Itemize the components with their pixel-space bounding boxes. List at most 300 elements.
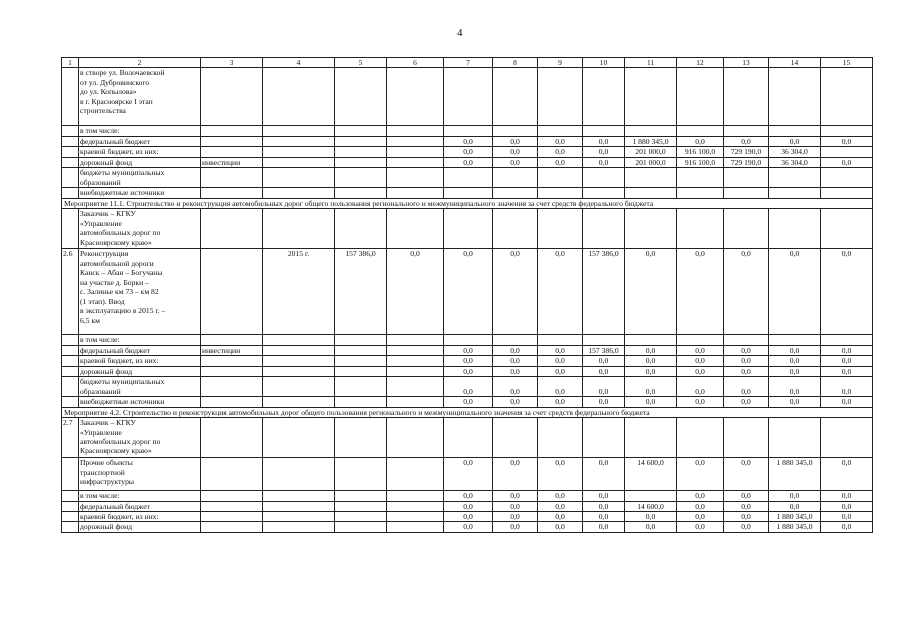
value-cell: 0,0 <box>493 345 538 355</box>
value-cell: 1 880 345,0 <box>769 458 821 491</box>
row-label: федеральный бюджет <box>79 345 201 355</box>
value-cell: 0,0 <box>677 501 724 511</box>
table-cell <box>724 209 769 249</box>
value-cell: 916 100,0 <box>677 157 724 167</box>
value-cell: 0,0 <box>444 397 493 407</box>
cell-line: Канск – Абан – Богучаны <box>80 268 163 278</box>
num-cell <box>62 512 79 522</box>
col3-cell <box>201 188 263 198</box>
value-cell: 0,0 <box>538 501 583 511</box>
table-cell <box>335 397 387 407</box>
project-name <box>79 68 201 126</box>
col-header: 10 <box>583 58 625 68</box>
row-label: дорожный фонд <box>79 522 201 532</box>
cell-line: с. Залинье км 73 – км 82 <box>80 287 159 297</box>
table-cell <box>387 356 444 366</box>
value-cell <box>821 335 873 345</box>
value-cell: 0,0 <box>625 366 677 376</box>
value-cell: 0,0 <box>538 458 583 491</box>
budget-row <box>62 356 873 366</box>
value-cell <box>625 188 677 198</box>
value-cell <box>538 168 583 188</box>
table-cell <box>335 512 387 522</box>
table-cell <box>335 147 387 157</box>
value-cell <box>677 168 724 188</box>
cost-cell: 157 386,0 <box>335 249 387 335</box>
table-cell <box>201 209 263 249</box>
cell-line: на участке д. Борки – <box>80 277 149 287</box>
header-row <box>62 58 873 68</box>
table-cell <box>263 157 335 167</box>
table-cell <box>625 209 677 249</box>
value-cell: 0,0 <box>444 345 493 355</box>
value-cell: 0,0 <box>444 491 493 501</box>
table-cell <box>335 522 387 532</box>
project-row <box>62 249 873 335</box>
table-cell <box>583 68 625 126</box>
table-cell <box>387 522 444 532</box>
num-cell <box>62 345 79 355</box>
table-cell <box>387 366 444 376</box>
col3-cell <box>201 512 263 522</box>
num-cell <box>62 397 79 407</box>
cell-line: автомобильных дорог по <box>80 228 161 238</box>
table-cell <box>821 209 873 249</box>
value-cell: 0,0 <box>583 366 625 376</box>
table-cell <box>387 397 444 407</box>
value-cell: 0,0 <box>724 249 769 335</box>
budget-row <box>62 345 873 355</box>
value-cell: 0,0 <box>538 377 583 397</box>
table-cell <box>769 209 821 249</box>
cell-line: Заказчик – КГКУ <box>80 418 136 428</box>
value-cell: 0,0 <box>493 356 538 366</box>
value-cell <box>538 335 583 345</box>
value-cell: 0,0 <box>724 377 769 397</box>
value-cell <box>724 188 769 198</box>
project-number: 2.6 <box>62 249 79 335</box>
value-cell: 0,0 <box>583 397 625 407</box>
table-cell <box>263 168 335 188</box>
section-title: Мероприятие 4.2. Строительство и реконструкция автомобильных дорог общего пользования регионального и межмуниципального значения за счет средств федерального бюджета <box>62 407 873 417</box>
table-cell <box>387 168 444 188</box>
table-cell <box>335 126 387 136</box>
value-cell: 0,0 <box>677 345 724 355</box>
table-cell <box>201 418 263 458</box>
table-cell <box>493 209 538 249</box>
col3-cell <box>201 377 263 397</box>
table-cell <box>263 366 335 376</box>
num-cell <box>62 136 79 146</box>
col-header: 8 <box>493 58 538 68</box>
value-cell: 0,0 <box>493 522 538 532</box>
value-cell <box>677 188 724 198</box>
value-cell: 0,0 <box>538 157 583 167</box>
table-cell <box>263 147 335 157</box>
table-cell <box>335 335 387 345</box>
value-cell: 0,0 <box>724 491 769 501</box>
value-cell: 0,0 <box>538 491 583 501</box>
col3-cell <box>201 147 263 157</box>
value-cell: 0,0 <box>538 397 583 407</box>
col3-cell <box>201 501 263 511</box>
value-cell: 0,0 <box>493 397 538 407</box>
row-label: в том числе: <box>79 126 201 136</box>
section-row <box>62 407 873 417</box>
cell-line: инфраструктуры <box>80 477 134 486</box>
value-cell: 14 600,0 <box>625 501 677 511</box>
project-name <box>79 249 201 335</box>
table-cell <box>335 491 387 501</box>
table-cell <box>201 458 263 491</box>
table-cell <box>335 345 387 355</box>
value-cell: 0,0 <box>444 147 493 157</box>
table-cell <box>335 356 387 366</box>
table-cell <box>493 418 538 458</box>
value-cell <box>769 126 821 136</box>
value-cell: 0,0 <box>493 249 538 335</box>
value-cell: 0,0 <box>724 512 769 522</box>
value-cell: 0,0 <box>444 512 493 522</box>
row-label: краевой бюджет, из них: <box>79 512 201 522</box>
num-cell <box>62 501 79 511</box>
table-cell <box>677 418 724 458</box>
value-cell: 0,0 <box>821 249 873 335</box>
value-cell <box>821 126 873 136</box>
table-cell <box>387 157 444 167</box>
value-cell: 916 100,0 <box>677 147 724 157</box>
value-cell: 0,0 <box>538 366 583 376</box>
value-cell <box>724 168 769 188</box>
value-cell: 0,0 <box>821 157 873 167</box>
value-cell: 0,0 <box>493 366 538 376</box>
table-cell <box>335 136 387 146</box>
cell-line: от ул. Дубровинского <box>80 77 150 87</box>
table-cell <box>263 501 335 511</box>
table-cell <box>263 491 335 501</box>
num-cell <box>62 522 79 532</box>
value-cell: 0,0 <box>583 136 625 146</box>
table-cell <box>335 418 387 458</box>
cell-line: 6,5 км <box>80 315 100 325</box>
table-cell <box>263 356 335 366</box>
value-cell: 0,0 <box>444 136 493 146</box>
value-cell: 0,0 <box>493 501 538 511</box>
row-label <box>79 168 201 188</box>
table-cell <box>335 458 387 491</box>
col3-cell <box>201 397 263 407</box>
col-header: 14 <box>769 58 821 68</box>
value-cell: 1 880 345,0 <box>769 522 821 532</box>
table-cell <box>444 68 493 126</box>
table-cell <box>538 68 583 126</box>
table-cell <box>387 501 444 511</box>
col3-cell: инвестиции <box>201 157 263 167</box>
value-cell: 0,0 <box>677 136 724 146</box>
customer-row <box>62 418 873 458</box>
value-cell: 0,0 <box>444 522 493 532</box>
cell-line: Заказчик – КГКУ <box>80 209 136 219</box>
table-cell <box>263 136 335 146</box>
cell-line: Красноярскому краю» <box>80 446 152 456</box>
table-cell <box>263 209 335 249</box>
value-cell: 0,0 <box>444 377 493 397</box>
value-cell: 0,0 <box>724 356 769 366</box>
table-cell <box>724 418 769 458</box>
value-cell <box>583 188 625 198</box>
row-label: дорожный фонд <box>79 157 201 167</box>
table-cell <box>387 491 444 501</box>
budget-row <box>62 501 873 511</box>
value-cell <box>493 335 538 345</box>
budget-row <box>62 147 873 157</box>
value-cell: 0,0 <box>821 136 873 146</box>
value-cell: 0,0 <box>769 377 821 397</box>
value-cell: 0,0 <box>677 397 724 407</box>
value-cell <box>444 188 493 198</box>
col-header: 15 <box>821 58 873 68</box>
value-cell: 0,0 <box>444 249 493 335</box>
cell-line: строительства <box>80 106 126 116</box>
value-cell: 0,0 <box>821 366 873 376</box>
value-cell <box>724 335 769 345</box>
num-cell <box>62 377 79 397</box>
table-cell <box>387 68 444 126</box>
num-cell <box>62 335 79 345</box>
budget-row <box>62 126 873 136</box>
row-label <box>79 377 201 397</box>
value-cell: 1 880 345,0 <box>625 136 677 146</box>
value-cell: 0,0 <box>493 491 538 501</box>
budget-row <box>62 522 873 532</box>
cell-line: «Управление <box>80 218 122 228</box>
table-cell <box>444 418 493 458</box>
value-cell <box>625 491 677 501</box>
table-cell <box>335 501 387 511</box>
budget-row <box>62 397 873 407</box>
table-cell <box>335 377 387 397</box>
value-cell: 0,0 <box>493 377 538 397</box>
col-header: 13 <box>724 58 769 68</box>
col-header: 2 <box>79 58 201 68</box>
value-cell <box>583 168 625 188</box>
table-cell <box>201 249 263 335</box>
value-cell: 0,0 <box>769 356 821 366</box>
value-cell: 0,0 <box>677 366 724 376</box>
project-number: 2.7 <box>62 418 79 458</box>
table-cell <box>263 335 335 345</box>
value-cell: 0,0 <box>821 345 873 355</box>
row-label: краевой бюджет, из них: <box>79 356 201 366</box>
col-header: 9 <box>538 58 583 68</box>
value-cell <box>493 126 538 136</box>
value-cell: 729 190,0 <box>724 157 769 167</box>
value-cell: 0,0 <box>625 345 677 355</box>
table-cell <box>335 209 387 249</box>
value-cell: 0,0 <box>444 366 493 376</box>
value-cell: 0,0 <box>538 147 583 157</box>
budget-row <box>62 512 873 522</box>
value-cell <box>538 126 583 136</box>
col3-cell: инвестиции <box>201 345 263 355</box>
value-cell: 0,0 <box>538 136 583 146</box>
table-cell <box>769 418 821 458</box>
row-label: внебюджетные источники <box>79 188 201 198</box>
value-cell: 0,0 <box>769 491 821 501</box>
num-cell <box>62 356 79 366</box>
value-cell: 0,0 <box>821 522 873 532</box>
col3-cell <box>201 168 263 188</box>
value-cell: 0,0 <box>493 512 538 522</box>
num-cell <box>62 168 79 188</box>
cell-line: Прочие объекты <box>80 458 133 468</box>
col3-cell <box>201 366 263 376</box>
row-label: федеральный бюджет <box>79 501 201 511</box>
budget-row <box>62 377 873 397</box>
value-cell: 0,0 <box>493 147 538 157</box>
table-cell <box>263 512 335 522</box>
value-cell: 0,0 <box>821 501 873 511</box>
table-cell <box>263 68 335 126</box>
table-cell <box>335 68 387 126</box>
value-cell: 157 386,0 <box>583 249 625 335</box>
year-cell: 2015 г. <box>263 249 335 335</box>
value-cell: 201 000,0 <box>625 157 677 167</box>
cell-line: автомобильной дороги <box>80 258 154 268</box>
value-cell <box>444 335 493 345</box>
value-cell: 0,0 <box>769 249 821 335</box>
value-cell <box>583 126 625 136</box>
value-cell: 0,0 <box>769 397 821 407</box>
table-cell <box>538 209 583 249</box>
value-cell: 0,0 <box>677 522 724 532</box>
value-cell: 0,0 <box>583 522 625 532</box>
cell-line: Красноярскому краю» <box>80 237 152 247</box>
table-cell <box>387 136 444 146</box>
value-cell: 0,0 <box>583 377 625 397</box>
col3-cell <box>201 126 263 136</box>
cell-line: образований <box>80 386 121 396</box>
cost-cell: 0,0 <box>387 249 444 335</box>
cell-line: (1 этап). Ввод <box>80 296 125 306</box>
value-cell: 0,0 <box>583 147 625 157</box>
project-name <box>79 458 201 491</box>
col3-cell <box>201 491 263 501</box>
row-label: в том числе: <box>79 335 201 345</box>
value-cell: 0,0 <box>677 249 724 335</box>
value-cell: 36 304,0 <box>769 157 821 167</box>
table-cell <box>335 188 387 198</box>
table-cell <box>583 209 625 249</box>
value-cell: 0,0 <box>821 458 873 491</box>
value-cell: 0,0 <box>444 157 493 167</box>
value-cell: 0,0 <box>444 501 493 511</box>
value-cell: 0,0 <box>493 136 538 146</box>
num-cell <box>62 157 79 167</box>
budget-row <box>62 188 873 198</box>
col-header: 3 <box>201 58 263 68</box>
value-cell <box>769 188 821 198</box>
budget-row <box>62 335 873 345</box>
value-cell <box>677 335 724 345</box>
cell-line: в г. Красноярске I этап <box>80 96 153 106</box>
value-cell: 201 000,0 <box>625 147 677 157</box>
value-cell: 0,0 <box>625 249 677 335</box>
table-cell <box>387 335 444 345</box>
budget-row <box>62 168 873 188</box>
section-row <box>62 198 873 208</box>
table-cell <box>335 157 387 167</box>
value-cell: 0,0 <box>769 501 821 511</box>
num-cell <box>62 126 79 136</box>
value-cell: 0,0 <box>583 501 625 511</box>
value-cell: 0,0 <box>625 512 677 522</box>
table-cell <box>387 188 444 198</box>
num-cell <box>62 209 79 249</box>
value-cell: 0,0 <box>821 356 873 366</box>
table-cell <box>769 68 821 126</box>
table-cell <box>263 188 335 198</box>
value-cell: 1 880 345,0 <box>769 512 821 522</box>
table-cell <box>263 418 335 458</box>
cell-line: транспортной <box>80 467 125 477</box>
value-cell: 0,0 <box>625 356 677 366</box>
value-cell: 0,0 <box>821 377 873 397</box>
value-cell <box>625 335 677 345</box>
table-cell <box>538 418 583 458</box>
value-cell: 0,0 <box>724 397 769 407</box>
cell-line: до ул. Копылова» <box>80 87 137 97</box>
table-cell <box>387 418 444 458</box>
value-cell <box>493 188 538 198</box>
table-cell <box>493 68 538 126</box>
col-header: 1 <box>62 58 79 68</box>
value-cell: 0,0 <box>493 157 538 167</box>
table-cell <box>625 418 677 458</box>
value-cell: 0,0 <box>625 397 677 407</box>
table-cell <box>387 458 444 491</box>
customer-name <box>79 418 201 458</box>
num-cell <box>62 491 79 501</box>
value-cell: 0,0 <box>821 397 873 407</box>
value-cell <box>677 126 724 136</box>
col3-cell <box>201 136 263 146</box>
value-cell: 0,0 <box>538 345 583 355</box>
value-cell: 0,0 <box>724 366 769 376</box>
table-cell <box>387 147 444 157</box>
value-cell: 0,0 <box>538 512 583 522</box>
row-label: в том числе: <box>79 491 201 501</box>
num-cell <box>62 68 79 126</box>
table-cell <box>387 377 444 397</box>
budget-row <box>62 157 873 167</box>
value-cell <box>538 188 583 198</box>
table-cell <box>387 209 444 249</box>
value-cell: 0,0 <box>444 458 493 491</box>
table-cell <box>583 418 625 458</box>
value-cell: 0,0 <box>625 377 677 397</box>
cell-line: «Управление <box>80 427 122 437</box>
value-cell: 729 190,0 <box>724 147 769 157</box>
customer-row <box>62 209 873 249</box>
row-label: краевой бюджет, из них: <box>79 147 201 157</box>
value-cell <box>821 168 873 188</box>
table-cell <box>821 418 873 458</box>
budget-row <box>62 491 873 501</box>
customer-name <box>79 209 201 249</box>
table-cell <box>263 522 335 532</box>
table-cell <box>625 68 677 126</box>
